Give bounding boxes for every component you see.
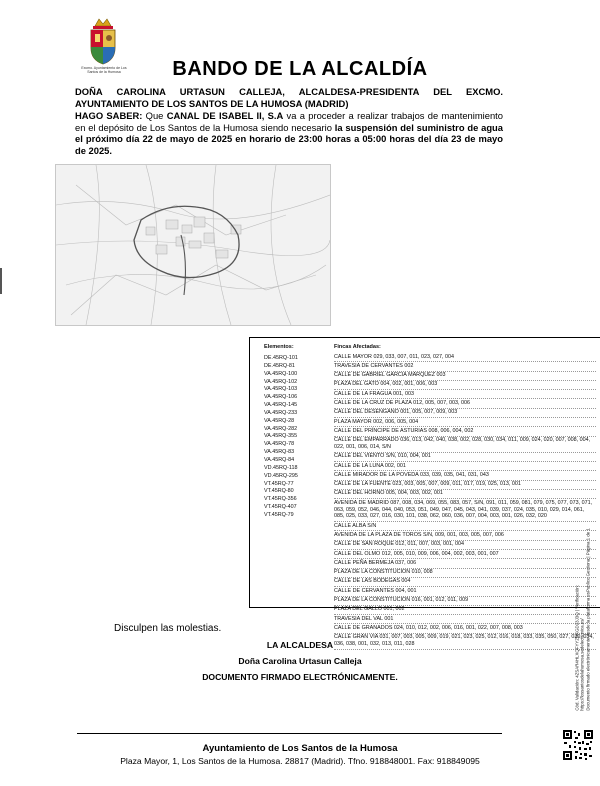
apology-text: Disculpen las molestias.	[114, 623, 222, 634]
finca-row: AVENIDA DE LA PLAZA DE TOROS S/N, 009, 001, 003, 005, 007, 006	[334, 531, 596, 540]
element-code: VT.45RQ-356	[264, 496, 297, 503]
finca-row: CALLE DEL VIENTO S/N, 010, 004, 001	[334, 453, 596, 462]
document-title: BANDO DE LA ALCALDÍA	[172, 58, 428, 80]
notice-paragraph	[75, 110, 503, 156]
finca-row: CALLE DE CERVANTES 004, 001	[334, 587, 596, 596]
finca-row: TRAVESIA DE CERVANTES 002	[334, 362, 596, 371]
finca-row: PLAZA DEL GALLO 001, 002	[334, 606, 596, 615]
finca-row: PLAZA MAYOR 002, 006, 005, 004	[334, 418, 596, 427]
crest-caption: Excmo. Ayuntamiento de Los Santos de la Humosa	[81, 66, 127, 74]
finca-row: AVENIDA DE MADRID 087, 008, 034, 069, 055, 083, 057, S/N, 091, 011, 059, 081, 079, 075, 077, 073, 071, 063, 059, 052, 046, 044, 040, 053, 051, 049, 047, 045, 043, 041, 039, 037, 024, 035, 010, 029, 014, 061, 085, 025, 033, 027, 016, 030, 101, 038, 062, 060, 036, 007, 004, 003, 001, 026, 032, 020	[334, 499, 596, 522]
finca-row: CALLE DE GABRIEL GARCÍA MARQUEZ 003	[334, 372, 596, 381]
finca-row: CALLE DE LA CRUZ DE PLAZA 012, 005, 007, 003, 006	[334, 399, 596, 408]
finca-row: CALLE DEL OLMO 012, 005, 010, 009, 006, 004, 002, 003, 001, 007	[334, 550, 596, 559]
notice-suspension: la suspensión del suministro de agua el próximo día 22 de mayo de 2025 en horario de 23:00 horas a 05:00 horas del día 23 de mayo de 2025.	[75, 121, 503, 156]
finca-row: PLAZA DE LA CONSTITUCIÓN 010, 008	[334, 569, 596, 578]
element-code: VA.45RQ-83	[264, 449, 295, 456]
finca-row: PLAZA DE LA CONSTITUCIÓN 016, 001, 012, 011, 009	[334, 597, 596, 606]
element-code: VA.45RQ-233	[264, 409, 298, 416]
element-code: VD.45RQ-118	[264, 464, 298, 471]
finca-row: CALLE GRAN VÍA 031, 007, 003, 005, 009, 019, 021, 023, 025, 012, 016, 018, 033, 035, 050, 027, 030, 034, 036, 038, 001, 032, 013, 011, 028	[334, 634, 596, 650]
element-code: VA.45RQ-145	[264, 402, 298, 409]
verification-platform: Documento firmado electrónicamente desde la plataforma esPublico Gestiona | Página 1 de 1	[585, 528, 591, 711]
finca-row: CALLE MIRADOR DE LA POVEDA 033, 039, 035, 041, 031, 043	[334, 471, 596, 480]
fincas-header: Fincas Afectadas:	[334, 344, 381, 350]
finca-row: CALLE DEL DESENGAÑO 001, 005, 007, 009, 003	[334, 409, 596, 418]
street-map-image	[55, 164, 331, 326]
finca-row: CALLE DE LA LUNA 002, 001	[334, 462, 596, 471]
elements-header: Elementos:	[264, 344, 294, 350]
finca-row: CALLE DE LAS BODEGAS 004	[334, 578, 596, 587]
finca-row: CALLE DE LA FRAGUA 001, 003	[334, 390, 596, 399]
finca-row: CALLE DEL HORNO 005, 004, 003, 002, 001	[334, 490, 596, 499]
element-code: VA.45RQ-355	[264, 433, 298, 440]
finca-row: CALLE DE GRANADOS 024, 010, 012, 002, 006, 016, 001, 022, 007, 008, 003	[334, 624, 596, 633]
notice-company: CANAL DE ISABEL II, S.A	[166, 110, 284, 121]
element-code: VD.45RQ-295	[264, 472, 298, 479]
finca-row: CALLE DE LA FUENTE 023, 003, 005, 007, 009, 011, 017, 019, 025, 013, 001	[334, 481, 596, 490]
qr-code	[562, 729, 594, 761]
element-code: VA.45RQ-103	[264, 386, 298, 393]
finca-row: CALLE MAYOR 029, 033, 007, 011, 023, 027, 004	[334, 353, 596, 362]
element-code: VT.45RQ-77	[264, 480, 294, 487]
footer-divider	[77, 733, 502, 734]
margin-mark	[0, 268, 2, 294]
footer-address: Plaza Mayor, 1, Los Santos de la Humosa. 28817 (Madrid). Tfno. 918848001. Fax: 918849095	[120, 756, 480, 766]
finca-row: PLAZA DEL GATO 004, 002, 001, 006, 003	[334, 381, 596, 390]
notice-text-1: Que	[142, 110, 167, 121]
intro-paragraph: DOÑA CAROLINA URTASUN CALLEJA, ALCALDESA-PRESIDENTA DEL EXCMO. AYUNTAMIENTO DE LOS SANTOS DE LA HUMOSA (MADRID)	[75, 86, 503, 109]
finca-row: CALLE DEL EMPARRADO 036, 013, 042, 040, 038, 002, 028, 030, 034, 011, 009, 024, 020, 007, 008, 004, 022, 001, 006, 014, S/N	[334, 437, 596, 453]
signer-name: Doña Carolina Urtasun Calleja	[238, 656, 362, 666]
notice-text-2: va a proceder a realizar trabajos de mantenimiento en el depósito de Los Santos de la Humosa siendo necesario	[75, 110, 503, 133]
verification-sidebar	[560, 520, 600, 720]
signer-title: LA ALCALDESA	[266, 640, 334, 650]
finca-row: CALLE PEÑA BERMEJA 037, 006	[334, 559, 596, 568]
finca-row: CALLE ALBA S/N	[334, 522, 596, 531]
element-code: VT.45RQ-79	[264, 511, 294, 518]
hago-saber-label: HAGO SABER:	[75, 110, 143, 121]
element-code: DE.45RQ-101	[264, 355, 298, 361]
element-code: VA.45RQ-282	[264, 425, 298, 432]
verification-code: Cód. Validación: 4ZSAR4HLXQFYYZDKGD23J3Q | Verificación: https://lossantosdelahumosa.sedelectronica.es/	[574, 585, 585, 711]
fincas-column	[334, 353, 596, 650]
finca-row: TRAVESIA DEL VAL 001	[334, 615, 596, 624]
elements-column	[264, 355, 324, 520]
element-code: VT.45RQ-407	[264, 504, 297, 511]
element-code: DE.45RQ-81	[264, 362, 295, 369]
element-code: VA.45RQ-102	[264, 378, 298, 385]
finca-row: CALLE DE SAN ROQUE 012, 011, 007, 003, 001, 004	[334, 541, 596, 550]
element-code: VA.45RQ-100	[264, 370, 298, 377]
element-code: VT.45RQ-80	[264, 488, 294, 495]
element-code: VA.45RQ-106	[264, 394, 298, 401]
footer-organization: Ayuntamiento de Los Santos de la Humosa	[202, 743, 398, 754]
signed-note: DOCUMENTO FIRMADO ELECTRÓNICAMENTE.	[202, 672, 398, 682]
element-code: VA.45RQ-78	[264, 441, 295, 448]
element-code: VA.45RQ-84	[264, 456, 295, 463]
finca-row: CALLE DEL PRÍNCIPE DE ASTURIAS 008, 006, 004, 002	[334, 427, 596, 436]
element-code: VA.45RQ-28	[264, 417, 295, 424]
